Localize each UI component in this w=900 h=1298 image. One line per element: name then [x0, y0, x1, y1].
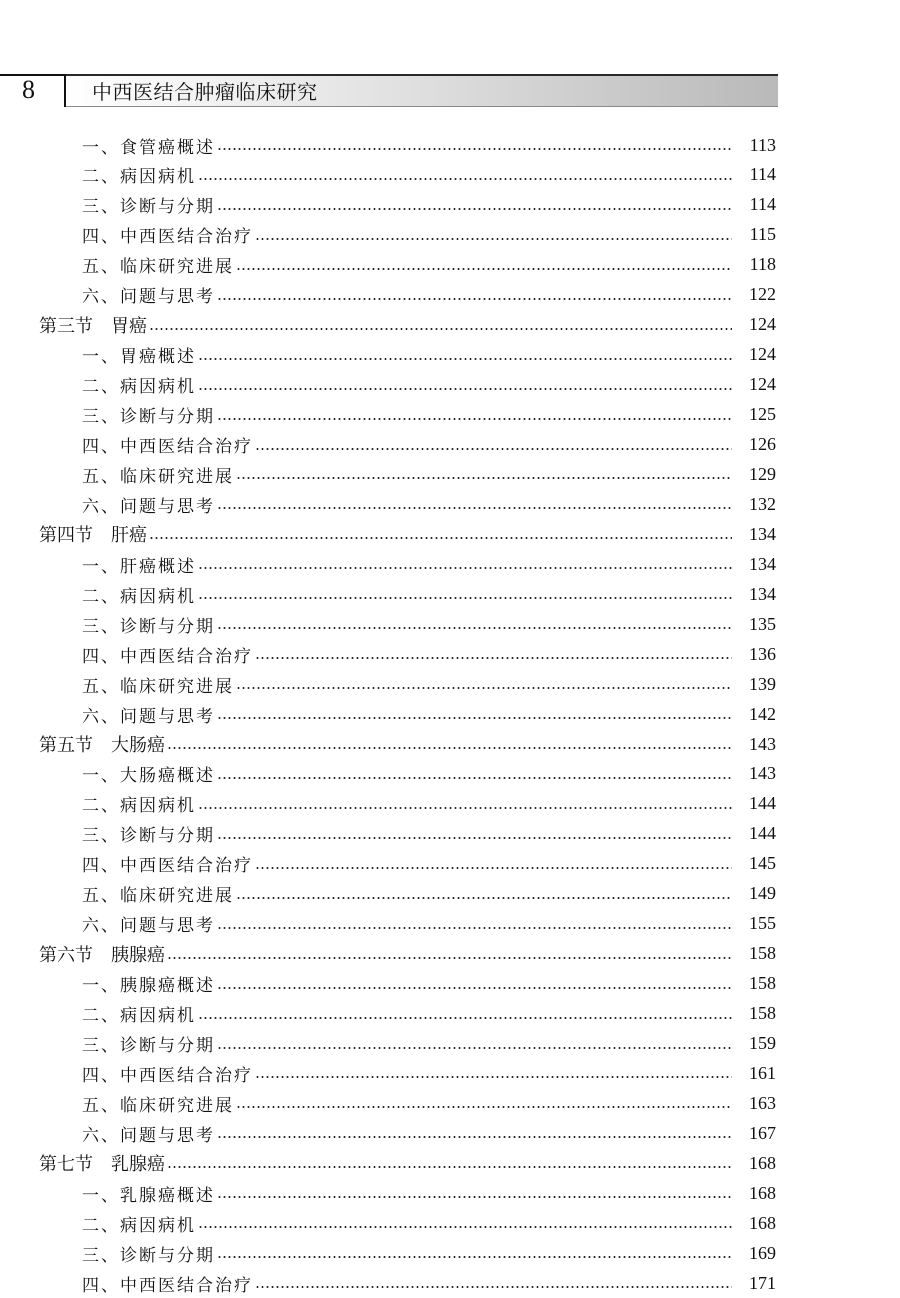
toc-entry-title: 三、诊断与分期: [82, 1036, 215, 1056]
toc-entry-title: 三、诊断与分期: [82, 616, 215, 637]
toc-entry[interactable]: [82, 1029, 776, 1059]
header-title-bar: [66, 74, 778, 107]
toc-entry[interactable]: [82, 579, 776, 609]
toc-entry-title: 五、临床研究进展: [82, 676, 234, 697]
toc-entry[interactable]: [82, 549, 776, 579]
toc-section-entry[interactable]: [39, 519, 776, 549]
toc-entry-title: 六、问题与思考: [82, 706, 215, 727]
toc-entry[interactable]: [82, 220, 776, 250]
dot-leader: [255, 867, 732, 869]
dot-leader: [198, 1226, 732, 1228]
dot-leader: [198, 388, 732, 390]
dot-leader: [149, 537, 732, 539]
toc-entry-title: 四、中西医结合治疗: [82, 856, 253, 877]
toc-entry-page: 124: [749, 314, 776, 335]
toc-entry-page: 168: [749, 1212, 776, 1233]
toc-entry-title: 一、乳腺癌概述: [82, 1185, 215, 1206]
toc-entry[interactable]: [82, 1058, 776, 1088]
toc-entry[interactable]: [82, 789, 776, 819]
toc-entry[interactable]: [82, 819, 776, 849]
dot-leader: [198, 567, 732, 569]
dot-leader: [255, 238, 732, 240]
toc-entry[interactable]: [82, 1118, 776, 1148]
toc-entry-page: 167: [749, 1122, 776, 1143]
toc-entry[interactable]: [82, 759, 776, 789]
page-number: 8: [22, 75, 35, 104]
toc-entry-page: 143: [749, 733, 776, 754]
toc-entry-title: 六、问题与思考: [82, 1125, 215, 1146]
toc-entry-page: 125: [749, 404, 776, 425]
toc-entry-page: 114: [749, 164, 776, 185]
toc-entry-page: 145: [749, 853, 776, 874]
toc-entry-page: 144: [749, 793, 776, 814]
toc-entry-title: 二、病因病机: [82, 1006, 196, 1027]
dot-leader: [167, 957, 732, 959]
toc-entry-page: 158: [749, 943, 776, 964]
toc-entry[interactable]: [82, 999, 776, 1029]
toc-entry[interactable]: [82, 849, 776, 879]
toc-entry[interactable]: [82, 1208, 776, 1238]
toc-entry-page: 118: [749, 254, 776, 275]
dot-leader: [236, 477, 732, 479]
toc-section-entry[interactable]: [39, 939, 776, 969]
toc-entry-page: 124: [749, 374, 776, 395]
dot-leader: [217, 627, 732, 629]
toc-entry[interactable]: [82, 250, 776, 280]
toc-entry-page: 168: [749, 1182, 776, 1203]
toc-entry-page: 168: [749, 1152, 776, 1173]
toc-entry[interactable]: [82, 1088, 776, 1118]
toc-entry[interactable]: [82, 699, 776, 729]
toc-entry-title: 五、临床研究进展: [82, 1095, 234, 1116]
toc-entry[interactable]: [82, 130, 776, 160]
toc-entry-title: 三、诊断与分期: [82, 826, 215, 847]
dot-leader: [217, 987, 732, 989]
toc-entry-title: 四、中西医结合治疗: [82, 1065, 253, 1086]
toc-entry-page: 113: [749, 134, 776, 155]
toc-entry[interactable]: [82, 609, 776, 639]
dot-leader: [236, 897, 732, 899]
toc-entry-page: 134: [749, 523, 776, 544]
toc-entry-title: 二、病因病机: [82, 1215, 196, 1236]
toc-entry-title: 第五节 大肠癌: [39, 735, 165, 756]
toc-entry-page: 129: [749, 463, 776, 484]
toc-entry-page: 114: [749, 194, 776, 215]
toc-entry[interactable]: [82, 879, 776, 909]
toc-entry-title: 六、问题与思考: [82, 287, 215, 308]
toc-entry-page: 122: [749, 284, 776, 305]
dot-leader: [255, 1286, 732, 1288]
dot-leader: [217, 927, 732, 929]
dot-leader: [217, 1196, 732, 1198]
toc-entry-page: 126: [749, 434, 776, 454]
toc-entry-title: 五、临床研究进展: [82, 257, 234, 278]
dot-leader: [167, 1166, 732, 1168]
dot-leader: [198, 1017, 732, 1019]
toc-entry[interactable]: [82, 370, 776, 400]
dot-leader: [217, 777, 732, 779]
toc-entry-page: 155: [749, 913, 776, 934]
toc-entry-title: 四、中西医结合治疗: [82, 437, 253, 457]
dot-leader: [217, 1136, 732, 1138]
toc-entry-title: 六、问题与思考: [82, 916, 215, 937]
toc-entry-page: 159: [749, 1033, 776, 1053]
toc-entry-page: 142: [749, 703, 776, 724]
dot-leader: [198, 807, 732, 809]
toc-entry-title: 五、临床研究进展: [82, 466, 234, 487]
toc-entry-title: 二、病因病机: [82, 586, 196, 607]
toc-entry-page: 158: [749, 1003, 776, 1024]
toc-entry[interactable]: [82, 400, 776, 430]
dot-leader: [236, 268, 732, 270]
toc-entry[interactable]: [82, 489, 776, 519]
toc-entry-title: 第四节 肝癌: [39, 525, 147, 547]
toc-entry-page: 132: [749, 493, 776, 514]
dot-leader: [217, 208, 732, 210]
dot-leader: [149, 328, 732, 330]
dot-leader: [217, 837, 732, 839]
dot-leader: [255, 448, 732, 450]
toc-entry-title: 六、问题与思考: [82, 496, 215, 517]
dot-leader: [236, 687, 732, 689]
toc-entry[interactable]: [82, 909, 776, 939]
toc-entry[interactable]: [82, 639, 776, 669]
toc-section-entry[interactable]: [39, 729, 776, 759]
toc-entry[interactable]: [82, 190, 776, 220]
toc-entry-page: 135: [749, 613, 776, 634]
toc-entry[interactable]: [82, 1238, 776, 1268]
dot-leader: [255, 657, 732, 659]
toc-entry-page: 134: [749, 583, 776, 604]
toc-entry[interactable]: [82, 1178, 776, 1208]
dot-leader: [217, 148, 732, 150]
dot-leader: [198, 597, 732, 599]
toc-entry-page: 171: [749, 1272, 776, 1293]
toc-entry-title: 三、诊断与分期: [82, 1245, 215, 1266]
dot-leader: [217, 418, 732, 420]
dot-leader: [167, 747, 732, 749]
toc-entry-page: 149: [749, 883, 776, 904]
toc-entry-title: 第七节 乳腺癌: [39, 1154, 165, 1176]
toc-entry-page: 158: [749, 973, 776, 994]
dot-leader: [255, 1076, 732, 1078]
toc-entry-title: 第三节 胃癌: [39, 315, 147, 337]
toc-entry-title: 四、中西医结合治疗: [82, 227, 253, 248]
dot-leader: [217, 298, 732, 300]
toc-entry-title: 四、中西医结合治疗: [82, 1275, 253, 1296]
dot-leader: [198, 358, 732, 360]
toc-entry[interactable]: [82, 430, 776, 460]
toc-entry-title: 四、中西医结合治疗: [82, 646, 253, 667]
toc-entry-title: 一、大肠癌概述: [82, 766, 215, 787]
toc-entry-title: 三、诊断与分期: [82, 407, 215, 428]
toc-entry-title: 二、病因病机: [82, 167, 196, 188]
dot-leader: [198, 178, 732, 180]
toc-entry-title: 一、食管癌概述: [82, 137, 215, 158]
toc-entry-title: 第六节 胰腺癌: [39, 944, 165, 966]
toc-entry-page: 139: [749, 673, 776, 694]
toc-entry-page: 134: [749, 553, 776, 574]
toc-entry-title: 二、病因病机: [82, 796, 196, 817]
toc-entry-page: 124: [749, 344, 776, 365]
toc-entry-page: 136: [749, 643, 776, 664]
dot-leader: [236, 1106, 732, 1108]
dot-leader: [217, 1256, 732, 1258]
toc-entry[interactable]: [82, 969, 776, 999]
toc-entry-title: 一、胃癌概述: [82, 347, 196, 368]
toc-entry[interactable]: [82, 669, 776, 699]
toc-section-entry[interactable]: [39, 310, 776, 340]
toc-entry-title: 二、病因病机: [82, 377, 196, 398]
toc-entry-page: 115: [749, 224, 776, 245]
dot-leader: [217, 1047, 732, 1049]
toc-entry-page: 161: [749, 1062, 776, 1083]
dot-leader: [217, 717, 732, 719]
toc-entry[interactable]: [82, 160, 776, 190]
toc-entry[interactable]: [82, 340, 776, 370]
toc-entry-page: 143: [749, 763, 776, 784]
running-header: [0, 74, 778, 108]
toc-entry-page: 144: [749, 823, 776, 844]
toc-entry-page: 169: [749, 1242, 776, 1263]
toc-entry-title: 一、胰腺癌概述: [82, 976, 215, 997]
toc-entry-title: 三、诊断与分期: [82, 197, 215, 218]
toc-entry[interactable]: [82, 1268, 776, 1298]
toc-entry-page: 163: [749, 1092, 776, 1113]
toc-entry-title: 五、临床研究进展: [82, 886, 234, 907]
dot-leader: [217, 507, 732, 509]
toc-section-entry[interactable]: [39, 1148, 776, 1178]
toc-entry[interactable]: [82, 459, 776, 489]
book-title: 中西医结合肿瘤临床研究: [92, 80, 318, 104]
toc-entry-title: 一、肝癌概述: [82, 556, 196, 577]
toc-entry[interactable]: [82, 280, 776, 310]
